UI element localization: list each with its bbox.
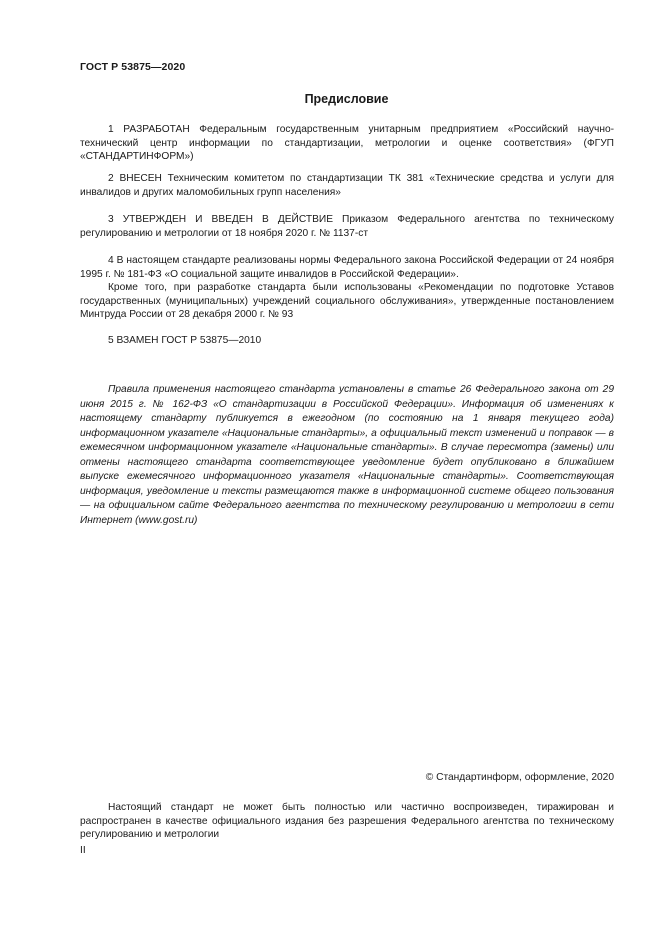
- page-number: II: [80, 845, 86, 856]
- preface-item-1-text: 1 РАЗРАБОТАН Федеральным государственным унитарным предприятием «Российский научно-технический центр информации по стандартизации, метрологии и оценке соответствия» (ФГУП «СТАНДАРТИНФОРМ»): [80, 124, 614, 163]
- preface-item-4-text: 4 В настоящем стандарте реализованы нормы Федерального закона Российской Федерации от 24 ноября 1995 г. № 181-ФЗ «О социальной защите инвалидов в Российской Федерации».: [80, 255, 614, 280]
- preface-item-5: [80, 334, 614, 348]
- preface-item-5-text: 5 ВЗАМЕН ГОСТ Р 53875—2010: [108, 335, 262, 346]
- preface-item-2-text: 2 ВНЕСЕН Техническим комитетом по стандартизации ТК 381 «Технические средства и услуги для инвалидов и других маломобильных групп населения»: [80, 173, 614, 198]
- preface-item-1: [80, 123, 614, 164]
- reproduction-notice: Настоящий стандарт не может быть полностью или частично воспроизведен, тиражирован и распространен в качестве официального издания без разрешения Федерального агентства по техническому регулированию и метрологии: [80, 802, 614, 841]
- document-header: ГОСТ Р 53875—2020: [80, 61, 186, 73]
- preface-item-3-text: 3 УТВЕРЖДЕН И ВВЕДЕН В ДЕЙСТВИЕ Приказом Федерального агентства по техническому регулированию и метрологии от 18 ноября 2020 г. № 1137-ст: [80, 214, 614, 239]
- standard-application-note: Правила применения настоящего стандарта установлены в статье 26 Федерального закона от 29 июня 2015 г. № 162-ФЗ «О стандартизации в Российской Федерации». Информация об изменениях к настоящему стандарту публикуется в ежегодном (по состоянию на 1 января текущего года) информационном указателе «Национальные стандарты», а официальный текст изменений и поправок — в ежемесячном информационном указателе «Национальные стандарты». В случае пересмотра (замены) или отмены настоящего стандарта соответствующее уведомление будет опубликовано в ближайшем выпуске ежемесячного информационного указателя «Национальные стандарты». Соответствующая информация, уведомление и тексты размещаются также в информационной системе общего пользования — на официальном сайте Федерального агентства по техническому регулированию и метрологии в сети Интернет (www.gost.ru): [80, 384, 614, 526]
- page-title: Предисловие: [304, 92, 389, 106]
- preface-item-4-continuation: Кроме того, при разработке стандарта были использованы «Рекомендации по подготовке Уставов государственных (муниципальных) учреждений социального обслуживания», утвержденные постановлением Минтруда России от 28 декабря 2000 г. № 93: [80, 282, 614, 321]
- preface-item-4: [80, 254, 614, 322]
- preface-item-2: [80, 172, 614, 199]
- copyright-line: © Стандартинформ, оформление, 2020: [425, 772, 614, 783]
- preface-item-3: [80, 213, 614, 240]
